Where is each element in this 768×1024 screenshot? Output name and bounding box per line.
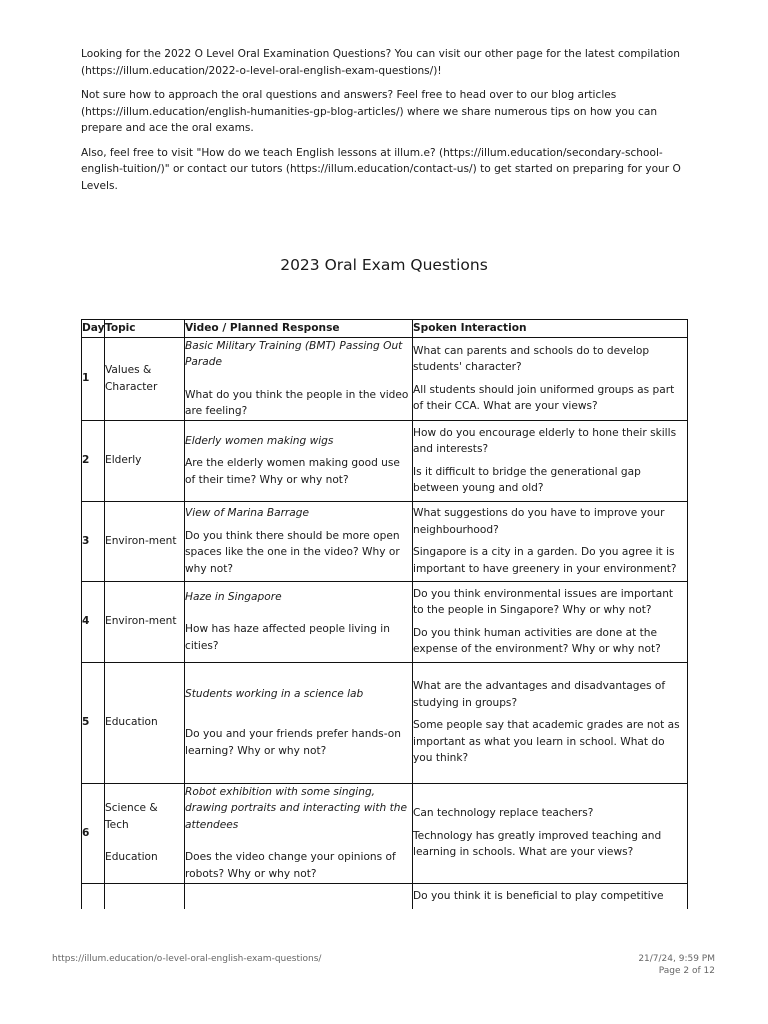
spoken-question: Singapore is a city in a garden. Do you agree it is important to have greenery in your environment? [413,546,677,575]
topic-cell: Environ-ment [105,501,185,581]
video-cell [185,420,413,501]
topic-cell: Values & Character [105,337,185,420]
table-row [82,662,688,783]
video-cell [185,337,413,420]
planned-response: What do you think the people in the video are feeling? [185,388,409,417]
planned-response: Does the video change your opinions of robots? Why or why not? [185,851,396,880]
spoken-question: All students should join uniformed groups as part of their CCA. What are your views? [413,383,675,412]
table-row [82,581,688,662]
day-cell: 2 [82,420,105,501]
topic-text-secondary: Education [105,851,158,864]
footer-url: https://illum.education/o-level-oral-english-exam-questions/ [52,954,322,964]
oral-questions-table [81,319,688,909]
header-topic: Topic [105,320,185,338]
planned-response: How has haze affected people living in cities? [185,623,390,652]
intro-text [81,46,687,202]
header-day: Day [82,320,105,338]
table-row [82,501,688,581]
day-cell: 6 [82,783,105,883]
spoken-question: What can parents and schools do to develop students' character? [413,344,650,373]
header-spoken: Spoken Interaction [413,320,688,338]
header-video: Video / Planned Response [185,320,413,338]
video-description: Elderly women making wigs [185,434,334,447]
video-cell [185,783,413,883]
topic-cell: Environ-ment [105,581,185,662]
planned-response: Are the elderly women making good use of their time? Why or why not? [185,457,400,486]
section-title: 2023 Oral Exam Questions [280,256,488,274]
topic-cell: Education [105,662,185,783]
spoken-question: Do you think environmental issues are important to the people in Singapore? Why or why not? [413,587,674,616]
video-description: Students working in a science lab [185,687,364,700]
table-row [82,420,688,501]
spoken-cell [413,420,688,501]
video-description: Basic Military Training (BMT) Passing Out Parade [185,339,403,368]
table-row [82,337,688,420]
spoken-cell [413,501,688,581]
spoken-cell [413,662,688,783]
planned-response: Do you and your friends prefer hands-on learning? Why or why not? [185,728,401,757]
topic-cell [105,783,185,883]
spoken-cell [413,581,688,662]
video-description: View of Marina Barrage [185,507,310,519]
spoken-question: How do you encourage elderly to hone their skills and interests? [413,426,677,455]
table-row [82,883,688,909]
day-cell [82,883,105,909]
spoken-question: Technology has greatly improved teaching and learning in schools. What are your views? [413,829,662,859]
video-cell [185,883,413,909]
video-cell [185,662,413,783]
topic-text: Science & Tech [105,802,158,831]
day-cell: 5 [82,662,105,783]
video-description: Robot exhibition with some singing, drawing portraits and interacting with the attendees [185,785,407,831]
spoken-question: What suggestions do you have to improve your neighbourhood? [413,507,665,536]
video-cell [185,581,413,662]
footer-page-number: Page 2 of 12 [658,966,715,976]
planned-response: Do you think there should be more open spaces like the one in the video? Why or why not? [185,529,400,575]
day-cell: 3 [82,501,105,581]
footer-meta [638,953,715,977]
spoken-question: Do you think it is beneficial to play competitive [413,890,664,902]
spoken-question: What are the advantages and disadvantages of studying in groups? [413,680,666,709]
spoken-cell [413,783,688,883]
spoken-question: Can technology replace teachers? [413,807,594,820]
video-cell [185,501,413,581]
topic-cell: Elderly [105,420,185,501]
spoken-cell [413,883,688,909]
spoken-cell [413,337,688,420]
day-cell: 1 [82,337,105,420]
spoken-question: Do you think human activities are done at the expense of the environment? Why or why not? [413,626,661,655]
intro-paragraph-1: Looking for the 2022 O Level Oral Examination Questions? You can visit our other page for the latest compilation (https://illum.education/2022-o-level-oral-english-exam-questions/)! [81,48,680,77]
table-header-row [82,320,688,338]
footer-datetime: 21/7/24, 9:59 PM [638,954,715,964]
intro-paragraph-2: Not sure how to approach the oral questions and answers? Feel free to head over to our blog articles (https://illum.education/english-humanities-gp-blog-articles/) where we share numerous tips on how you can prepare and ace the oral exams. [81,89,658,134]
video-description: Haze in Singapore [185,590,282,603]
spoken-question: Is it difficult to bridge the generational gap between young and old? [413,465,641,494]
topic-cell [105,883,185,909]
intro-paragraph-3: Also, feel free to visit "How do we teach English lessons at illum.e? (https://illum.education/secondary-school-english-tuition/)" or contact our tutors (https://illum.education/contact-us/) to get started on preparing for your O Levels. [81,146,681,192]
table-row [82,783,688,883]
day-cell: 4 [82,581,105,662]
spoken-question: Some people say that academic grades are not as important as what you learn in school. What do you think? [413,719,680,765]
